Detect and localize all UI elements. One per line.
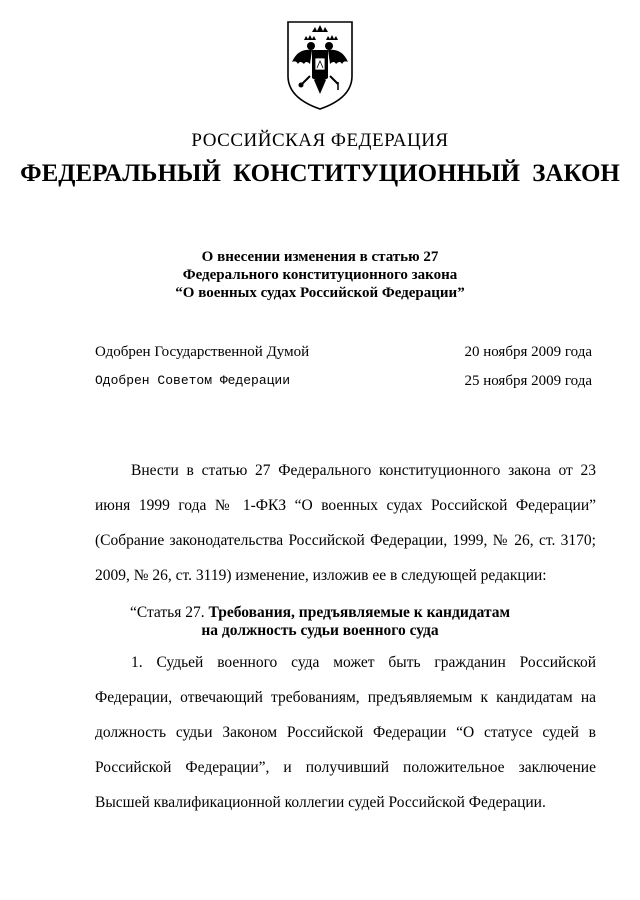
approval-duma-date: 20 ноября 2009 года [464,344,592,360]
article-title-line-2: на должность судьи военного суда [201,622,439,639]
approval-duma-label: Одобрен Государственной Думой [95,344,310,360]
approval-federation-council-label: Одобрен Советом Федерации [95,373,291,388]
article-prefix: “Статья 27. [129,604,205,621]
title-line-2: Федерального конституционного закона [182,267,458,283]
approval-federation-council-date: 25 ноября 2009 года [464,373,592,389]
clause-1-paragraph: 1. Судьей военного суда может быть гражданин Российской Федерации, отвечающий требованиям, предъявляемым к кандидатам на должность судьи Законом Российской Федерации “О статусе судей в Российской Федерации”, и получивший положительное заключение Высшей квалификационной коллегии судей Российской Федерации. [95,654,596,811]
emblem-icon [282,18,358,112]
intro-paragraph: Внести в статью 27 Федерального конституционного закона от 23 июня 1999 года № 1-ФКЗ “О военных судах Российской Федерации” (Собрание законодательства Российской Федерации, 1999, № 26, ст. 3170; 2009, № 26, ст. 3119) изменение, изложив ее в следующей редакции: [95,462,596,584]
article-heading [0,604,640,640]
approval-federation-council-row [95,373,592,390]
law-type-heading: ФЕДЕРАЛЬНЫЙ КОНСТИТУЦИОННЫЙ ЗАКОН [20,160,620,187]
title-line-3: “О военных судах Российской Федерации” [175,285,465,301]
law-subject-title [0,248,640,302]
article-title-line-1: Требования, предъявляемые к кандидатам [208,604,511,621]
approval-duma-row [95,344,592,361]
title-line-1: О внесении изменения в статью 27 [201,249,439,265]
country-name: РОССИЙСКАЯ ФЕДЕРАЦИЯ [191,130,449,151]
